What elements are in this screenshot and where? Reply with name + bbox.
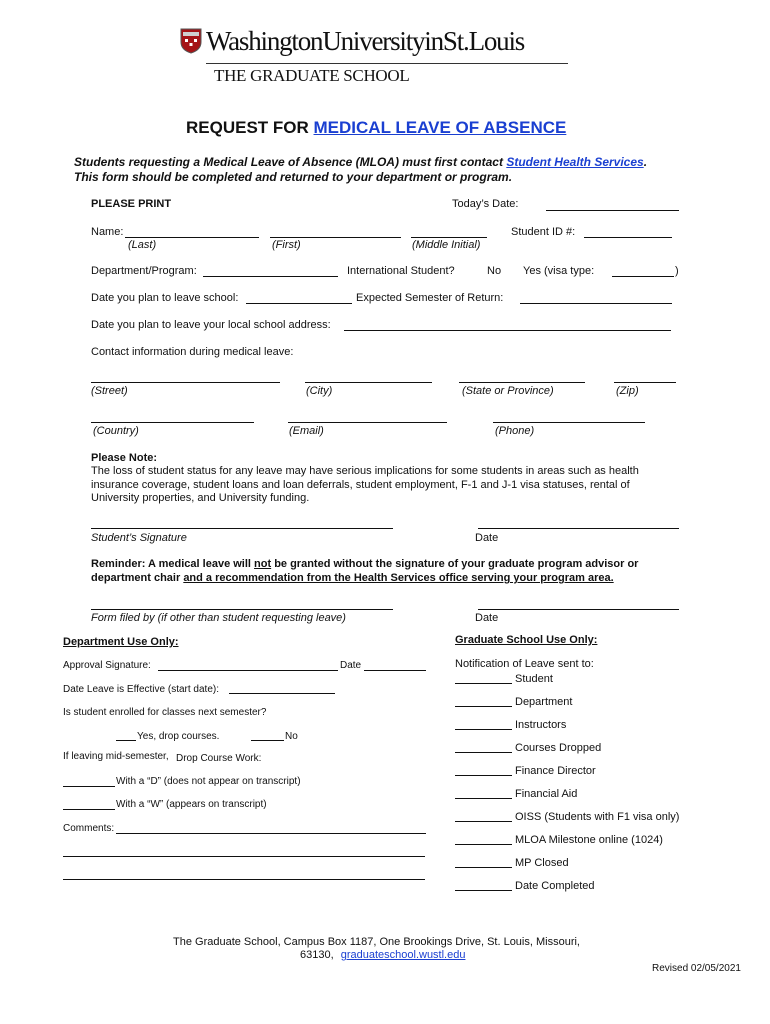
form-title xyxy=(186,118,566,138)
drop-work-label: Drop Course Work: xyxy=(176,753,262,764)
no-blank[interactable] xyxy=(251,740,284,741)
note-line-1: The loss of student status for any leave may have serious implications for some students in areas such as health xyxy=(91,465,639,477)
international-label: International Student? xyxy=(347,265,455,277)
approval-date-label: Date xyxy=(340,660,362,671)
notification-blank[interactable] xyxy=(455,683,512,684)
title-prefix: REQUEST FOR xyxy=(186,118,314,137)
last-name-field[interactable] xyxy=(125,237,259,238)
signature-date-field[interactable] xyxy=(478,528,679,529)
leave-date-field[interactable] xyxy=(246,303,352,304)
country-caption: (Country) xyxy=(93,425,139,437)
reminder-underlined: and a recommendation from the Health Services office serving your program area. xyxy=(183,572,614,584)
notification-blank[interactable] xyxy=(455,844,512,845)
notification-item: Courses Dropped xyxy=(515,742,602,754)
yes-drop-blank[interactable] xyxy=(116,740,136,741)
with-d-label: With a “D” (does not appear on transcript) xyxy=(116,776,301,787)
department-field[interactable] xyxy=(203,276,338,277)
revised-date: Revised 02/05/2021 xyxy=(652,963,741,974)
graduate-school-website-link[interactable]: graduateschool.wustl.edu xyxy=(340,949,466,961)
comments-field-3[interactable] xyxy=(63,879,425,880)
zip-field[interactable] xyxy=(614,382,676,383)
reminder-not: not xyxy=(254,558,272,570)
approval-date-field[interactable] xyxy=(364,670,426,671)
with-d-blank[interactable] xyxy=(63,786,115,787)
notification-item: Student xyxy=(515,673,553,685)
notification-blank[interactable] xyxy=(455,821,512,822)
international-no-option[interactable]: No xyxy=(487,265,502,277)
effective-date-field[interactable] xyxy=(229,693,335,694)
mloa-title-link[interactable]: MEDICAL LEAVE OF ABSENCE xyxy=(313,118,567,137)
notification-blank[interactable] xyxy=(455,798,512,799)
notification-blank[interactable] xyxy=(455,706,512,707)
local-address-field[interactable] xyxy=(344,330,671,331)
phone-caption: (Phone) xyxy=(495,425,535,437)
reminder-text-3: department chair xyxy=(91,572,184,584)
notification-label: Notification of Leave sent to: xyxy=(455,658,594,670)
student-signature-field[interactable] xyxy=(91,528,393,529)
please-print-label: PLEASE PRINT xyxy=(91,198,172,210)
no-label: No xyxy=(285,731,298,742)
middle-initial-field[interactable] xyxy=(411,237,487,238)
reminder-line-2 xyxy=(91,572,614,584)
visa-type-field[interactable] xyxy=(612,276,674,277)
university-name: WashingtonUniversityinSt.Louis xyxy=(206,26,525,56)
reminder-text-2: be granted without the signature of your graduate program advisor or xyxy=(271,558,639,570)
mid-semester-label: If leaving mid-semester, xyxy=(63,751,169,762)
filed-by-field[interactable] xyxy=(91,609,393,610)
signature-caption: Student’s Signature xyxy=(91,532,187,544)
street-field[interactable] xyxy=(91,382,280,383)
leave-date-label: Date you plan to leave school: xyxy=(91,292,239,304)
intro-line-2: This form should be completed and returned to your department or program. xyxy=(74,170,513,184)
intro-period: . xyxy=(643,155,648,169)
state-field[interactable] xyxy=(459,382,585,383)
notification-item: MLOA Milestone online (1024) xyxy=(515,834,663,846)
expected-semester-label: Expected Semester of Return: xyxy=(356,292,504,304)
department-label: Department/Program: xyxy=(91,265,197,277)
with-w-label: With a “W” (appears on transcript) xyxy=(116,799,267,810)
grad-use-heading: Graduate School Use Only: xyxy=(455,634,598,646)
notification-item: MP Closed xyxy=(515,857,569,869)
city-field[interactable] xyxy=(305,382,432,383)
notification-item: OISS (Students with F1 visa only) xyxy=(515,811,680,823)
notification-item: Financial Aid xyxy=(515,788,578,800)
notification-blank[interactable] xyxy=(455,752,512,753)
email-caption: (Email) xyxy=(289,425,324,437)
notification-blank[interactable] xyxy=(455,867,512,868)
intro-line-1 xyxy=(74,155,647,169)
header-rule xyxy=(206,63,568,64)
approval-label: Approval Signature: xyxy=(63,660,151,671)
note-line-3: University properties, and University funding. xyxy=(91,492,310,504)
contact-info-label: Contact information during medical leave: xyxy=(91,346,294,358)
zip-caption: (Zip) xyxy=(616,385,639,397)
city-caption: (City) xyxy=(306,385,333,397)
with-w-blank[interactable] xyxy=(63,809,115,810)
close-paren: ) xyxy=(675,265,679,277)
local-address-label: Date you plan to leave your local school address: xyxy=(91,319,331,331)
intro-text: Students requesting a Medical Leave of Absence (MLOA) must first contact xyxy=(74,155,507,169)
university-shield-icon xyxy=(180,28,202,54)
footer-address: The Graduate School, Campus Box 1187, One Brookings Drive, St. Louis, Missouri, xyxy=(173,936,580,948)
enrolled-question: Is student enrolled for classes next semester? xyxy=(63,707,267,718)
first-caption: (First) xyxy=(272,239,301,251)
note-heading: Please Note: xyxy=(91,452,158,464)
email-field[interactable] xyxy=(288,422,447,423)
todays-date-label: Today’s Date: xyxy=(452,198,519,210)
approval-signature-field[interactable] xyxy=(158,670,338,671)
comments-field-1[interactable] xyxy=(116,833,426,834)
notification-item: Department xyxy=(515,696,573,708)
footer-zip: 63130, xyxy=(300,949,334,961)
student-id-field[interactable] xyxy=(584,237,672,238)
notification-blank[interactable] xyxy=(455,890,512,891)
comments-label: Comments: xyxy=(63,823,115,834)
dept-use-heading: Department Use Only: xyxy=(63,636,179,648)
effective-date-label: Date Leave is Effective (start date): xyxy=(63,684,220,695)
reminder-text: Reminder: A medical leave will xyxy=(91,558,255,570)
name-label: Name: xyxy=(91,226,124,238)
notification-blank[interactable] xyxy=(455,775,512,776)
note-line-2: insurance coverage, student loans and loan deferrals, student employment, F-1 and J-1 visa statuses, rental of xyxy=(91,479,630,491)
todays-date-field[interactable] xyxy=(546,210,679,211)
international-yes-option[interactable]: Yes (visa type: xyxy=(523,265,595,277)
last-caption: (Last) xyxy=(128,239,157,251)
yes-drop-label: Yes, drop courses. xyxy=(137,731,220,742)
notification-item: Date Completed xyxy=(515,880,595,892)
reminder-line-1 xyxy=(91,558,638,570)
student-health-services-link[interactable]: Student Health Services xyxy=(506,155,644,169)
middle-caption: (Middle Initial) xyxy=(412,239,481,251)
notification-blank[interactable] xyxy=(455,729,512,730)
graduate-school-name: THE GRADUATE SCHOOL xyxy=(214,66,410,85)
notification-item: Finance Director xyxy=(515,765,596,777)
filed-by-date-caption: Date xyxy=(475,612,499,624)
phone-field[interactable] xyxy=(493,422,645,423)
signature-date-caption: Date xyxy=(475,532,499,544)
state-caption: (State or Province) xyxy=(462,385,554,397)
comments-field-2[interactable] xyxy=(63,856,425,857)
notification-item: Instructors xyxy=(515,719,567,731)
filed-by-caption: Form filed by (if other than student requesting leave) xyxy=(91,612,346,624)
student-id-label: Student ID #: xyxy=(511,226,576,238)
filed-by-date-field[interactable] xyxy=(478,609,679,610)
expected-semester-field[interactable] xyxy=(520,303,672,304)
country-field[interactable] xyxy=(91,422,254,423)
street-caption: (Street) xyxy=(91,385,128,397)
footer-line-2 xyxy=(300,949,465,961)
first-name-field[interactable] xyxy=(270,237,401,238)
